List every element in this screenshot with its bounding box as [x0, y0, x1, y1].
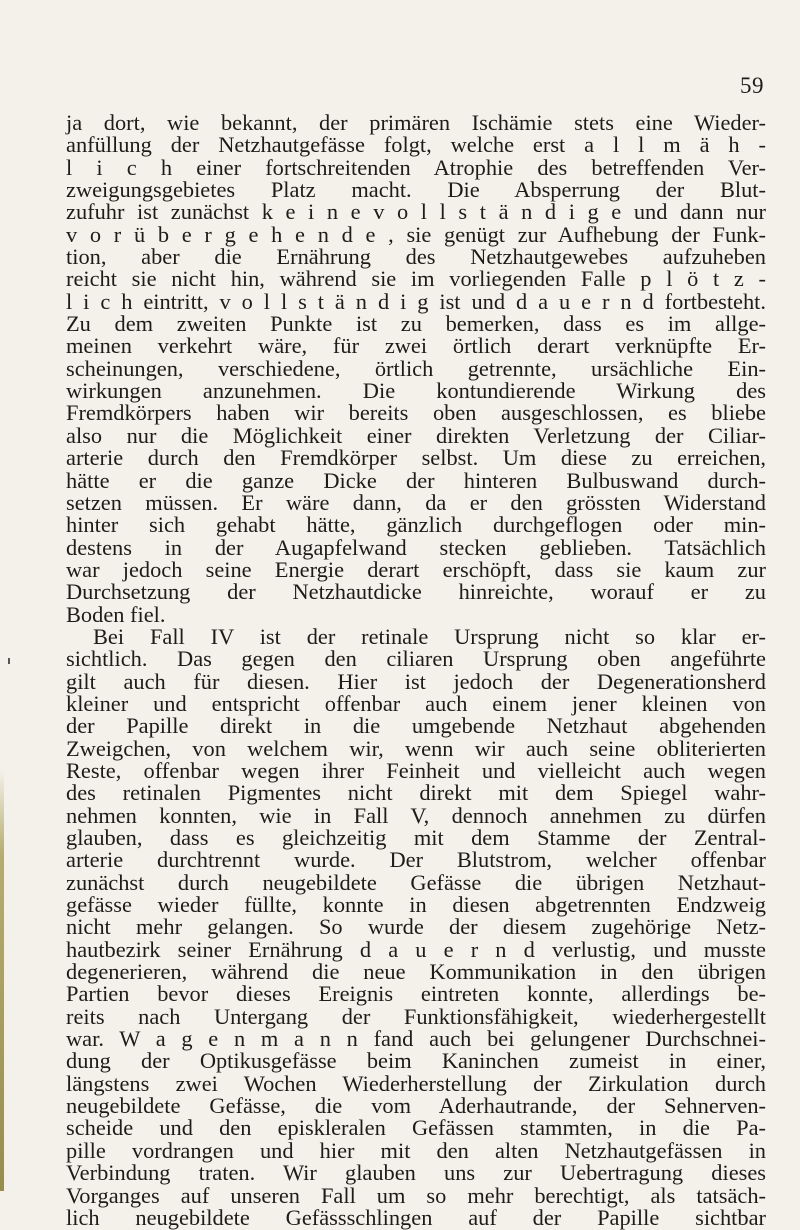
text-line: Zweigchen, von welchem wir, wenn wir auch seine obliterierten: [66, 735, 766, 761]
text-line: neugebildete Gefässe, die vom Aderhautrande, der Sehnerven-: [66, 1093, 766, 1119]
text-line: Reste, offenbar wegen ihrer Feinheit und vielleicht auch wegen: [66, 757, 766, 783]
text-line: also nur die Möglichkeit einer direkten Verletzung der Ciliar-: [66, 422, 766, 448]
text-line: tion, aber die Ernährung des Netzhautgewebes aufzuheben: [66, 244, 766, 270]
text-line: zweigungsgebietes Platz macht. Die Absperrung der Blut-: [66, 177, 766, 203]
text-line: wirkungen anzunehmen. Die kontundierende Wirkung des: [66, 378, 766, 404]
text-line: hinter sich gehabt hätte, gänzlich durchgeflogen oder min-: [66, 512, 766, 538]
paragraph-start-line: Bei Fall IV ist der retinale Ursprung nicht so klar er-: [93, 623, 766, 649]
paragraph-end-line: Boden fiel.: [66, 601, 166, 627]
text-line: reicht sie nicht hin, während sie im vorliegenden Falle p l ö t z -: [66, 266, 766, 292]
text-line: l i c h eintritt, v o l l s t ä n d i g ist und d a u e r n d fortbesteht.: [66, 288, 766, 314]
text-line: v o r ü b e r g e h e n d e , sie genügt zur Aufhebung der Funk-: [66, 221, 766, 247]
body-text: [66, 112, 766, 1229]
text-line: Fremdkörpers haben wir bereits oben ausgeschlossen, es bliebe: [66, 400, 766, 426]
text-line: degenerieren, während die neue Kommunikation in den übrigen: [66, 959, 766, 985]
text-line: l i c h einer fortschreitenden Atrophie des betreffenden Ver-: [66, 154, 766, 180]
page-edge-binding: [0, 770, 4, 1191]
text-line: anfüllung der Netzhautgefässe folgt, welche erst a l l m ä h -: [66, 132, 766, 158]
text-line: destens in der Augapfelwand stecken geblieben. Tatsächlich: [66, 534, 766, 560]
text-line: gilt auch für diesen. Hier ist jedoch der Degenerationsherd: [66, 668, 766, 694]
text-line: hätte er die ganze Dicke der hinteren Bulbuswand durch-: [66, 467, 766, 493]
text-line: dung der Optikusgefässe beim Kaninchen zumeist in einer,: [66, 1048, 766, 1074]
text-line: Zu dem zweiten Punkte ist zu bemerken, dass es im allge-: [66, 311, 766, 337]
text-line: hautbezirk seiner Ernährung d a u e r n d verlustig, und musste: [66, 936, 766, 962]
text-line: reits nach Untergang der Funktionsfähigkeit, wiederhergestellt: [66, 1003, 766, 1029]
margin-mark: [8, 658, 10, 664]
text-line: scheide und den episkleralen Gefässen stammten, in die Pa-: [66, 1115, 766, 1141]
text-line: kleiner und entspricht offenbar auch einem jener kleinen von: [66, 690, 766, 716]
text-line: gefässe wieder füllte, konnte in diesen abgetrennten Endzweig: [66, 892, 766, 918]
text-line: Verbindung traten. Wir glauben uns zur Uebertragung dieses: [66, 1160, 766, 1186]
text-line: war jedoch seine Energie derart erschöpft, dass sie kaum zur: [66, 556, 766, 582]
text-line: zufuhr ist zunächst k e i n e v o l l s t ä n d i g e und dann nur: [66, 199, 766, 225]
text-line: längstens zwei Wochen Wiederherstellung der Zirkulation durch: [66, 1070, 766, 1096]
text-line: nehmen konnten, wie in Fall V, dennoch annehmen zu dürfen: [66, 802, 766, 828]
text-line: arterie durchtrennt wurde. Der Blutstrom, welcher offenbar: [66, 847, 766, 873]
text-line: Vorganges auf unseren Fall um so mehr berechtigt, als tatsäch-: [66, 1182, 766, 1208]
text-line: lich neugebildete Gefässschlingen auf der Papille sichtbar: [66, 1204, 766, 1230]
text-line: sichtlich. Das gegen den ciliaren Ursprung oben angeführte: [66, 646, 766, 672]
text-line: nicht mehr gelangen. So wurde der diesem zugehörige Netz-: [66, 914, 766, 940]
text-line: der Papille direkt in die umgebende Netzhaut abgehenden: [66, 713, 766, 739]
text-line: setzen müssen. Er wäre dann, da er den grössten Widerstand: [66, 489, 766, 515]
text-line: des retinalen Pigmentes nicht direkt mit dem Spiegel wahr-: [66, 780, 766, 806]
text-line: zunächst durch neugebildete Gefässe die übrigen Netzhaut-: [66, 869, 766, 895]
text-line: ja dort, wie bekannt, der primären Ischämie stets eine Wieder-: [66, 110, 766, 135]
text-line: arterie durch den Fremdkörper selbst. Um diese zu erreichen,: [66, 445, 766, 471]
text-line: glauben, dass es gleichzeitig mit dem Stamme der Zentral-: [66, 825, 766, 850]
text-line: Partien bevor dieses Ereignis eintreten konnte, allerdings be-: [66, 981, 766, 1007]
text-line: war. W a g e n m a n n fand auch bei gelungener Durchschnei-: [66, 1026, 766, 1052]
text-line: meinen verkehrt wäre, für zwei örtlich derart verknüpfte Er-: [66, 333, 766, 359]
text-line: Durchsetzung der Netzhautdicke hinreichte, worauf er zu: [66, 579, 766, 605]
page-number: 59: [740, 73, 764, 98]
text-line: pille vordrangen und hier mit den alten Netzhautgefässen in: [66, 1137, 766, 1163]
text-line: scheinungen, verschiedene, örtlich getrennte, ursächliche Ein-: [66, 355, 766, 381]
